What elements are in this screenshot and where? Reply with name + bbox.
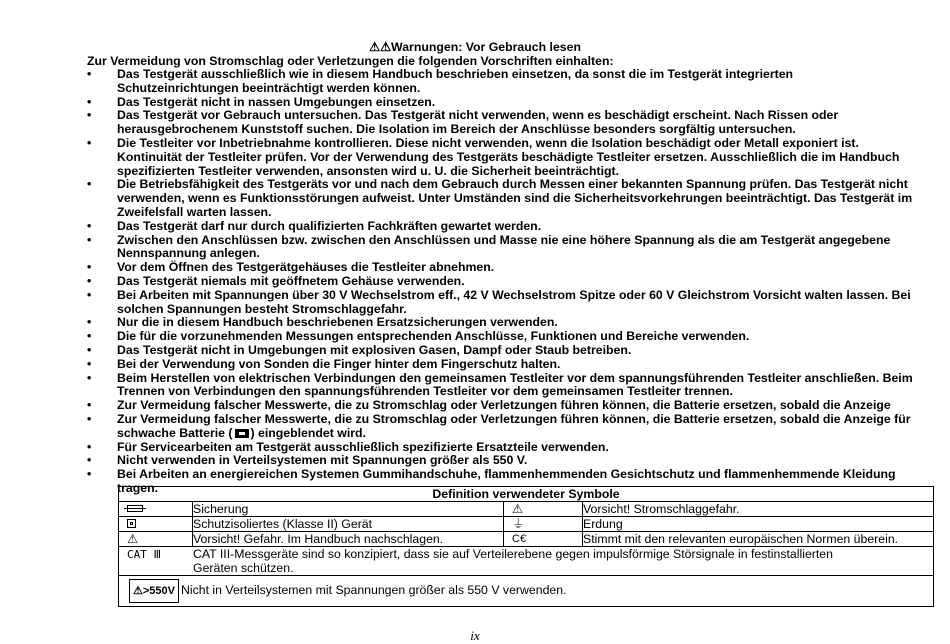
table-row: Sicherung ⚠ Vorsicht! Stromschlaggefahr. (119, 502, 934, 517)
list-item: • Die Testleiter vor Inbetriebnahme kontrollieren. Diese nicht verwenden, wenn die Isolation beschädigt oder Metall exponiert ist. Kontinuität der Testleiter prüfen. Vor der Verwendung des Testgeräts beschädigte Testleiter ersetzen. Ausschließlich die im Handbuch spezifizierten Testleiter verwenden, ansonsten wird u. U. die Sicherheit beeinträchtigt. (87, 135, 900, 178)
list-item: • Das Testgerät niemals mit geöffnetem Gehäuse verwenden. (87, 273, 465, 288)
ground-icon: ⏚ (504, 517, 583, 532)
list-item: • Das Testgerät darf nur durch qualifizierten Fachkräften gewartet werden. (87, 218, 542, 233)
caution-icon: ⚠ (119, 532, 193, 547)
list-item: • Zur Vermeidung falscher Messwerte, die zu Stromschlag oder Verletzungen führen können, die Batterie ersetzen, sobald die Anzeige (87, 398, 891, 413)
table-row: Schutzisoliertes (Klasse II) Gerät ⏚ Erdung (119, 517, 934, 532)
table-row: CAT Ⅲ CAT III-Messgeräte sind so konzipiert, dass sie auf Verteilerebene gegen impulsförmige Störsignale in festinstallierten Geräten schützen. (119, 547, 934, 576)
symbols-table (118, 486, 934, 607)
table-row: ⚠ Vorsicht! Gefahr. Im Handbuch nachschlagen. C€ Stimmt mit den relevanten europäischen Normen überein. (119, 532, 934, 547)
double-insulation-icon (127, 519, 136, 528)
symbols-table-heading: Definition verwendeter Symbole (119, 487, 934, 502)
table-row: ⚠>550V Nicht in Verteilsystemen mit Spannungen größer als 550 V verwenden. (119, 576, 934, 607)
list-item: • Das Testgerät nicht in Umgebungen mit explosiven Gasen, Dampf oder Staub betreiben. (87, 342, 632, 357)
list-item: • Nur die in diesem Handbuch beschriebenen Ersatzsicherungen verwenden. (87, 315, 558, 330)
list-item: • Zwischen den Anschlüssen bzw. zwischen den Anschlüssen und Masse nie eine höhere Spannung als die am Testgerät angegebene Nennspannung anlegen. (87, 232, 891, 261)
warning-icon: ⚠ (504, 502, 583, 517)
fuse-icon (127, 505, 143, 512)
list-item: • Beim Herstellen von elektrischen Verbindungen den gemeinsamen Testleiter vor dem spannungsführenden Testleiter anschließen. Beim Trennen von Verbindungen den spannungsführenden Testleiter vor dem gemeinsamen Testleiter trennen. (87, 370, 913, 399)
list-item: • Die Betriebsfähigkeit des Testgeräts vor und nach dem Gebrauch durch Messen einer bekannten Spannung prüfen. Das Testgerät nicht verwenden, wenn es Funktionsstörungen aufweist. Unter Umständen sind die Sicherheitsvorkehrungen beeinträchtigt. Das Testgerät im Zweifelsfall warten lassen. (87, 177, 913, 219)
list-item: • Vor dem Öffnen des Testgerätgehäuses die Testleiter abnehmen. (87, 260, 495, 275)
list-item: • Das Testgerät nicht in nassen Umgebungen einsetzen. (87, 94, 436, 109)
list-item: • Bei Arbeiten an energiereichen Systemen Gummihandschuhe, flammenhemmenden Gesichtschutz und flammenhemmende Kleidung tragen. (87, 467, 896, 495)
cat-iii-icon: CAT Ⅲ (127, 548, 162, 561)
list-item: • Bei Arbeiten mit Spannungen über 30 V Wechselstrom eff., 42 V Wechselstrom Spitze oder 60 V Gleichstrom Vorsicht walten lassen. Bei solchen Spannungen besteht Stromschlaggefahr. (87, 287, 911, 316)
intro-text: Zur Vermeidung von Stromschlag oder Verletzungen die folgenden Vorschriften einhalten: (87, 54, 614, 68)
no-550v-icon: ⚠>550V (129, 579, 179, 603)
list-item: • Die für die vorzunehmenden Messungen entsprechenden Anschlüsse, Funktionen und Bereiche verwenden. (87, 329, 750, 344)
low-battery-icon (235, 429, 249, 438)
ce-mark-icon: C€ (504, 532, 583, 547)
list-item: • Zur Vermeidung falscher Messwerte, die zu Stromschlag oder Verletzungen führen können, die Batterie ersetzen, sobald die Anzeige für schwache Batterie ( ) eingeblendet wird. (87, 411, 911, 440)
list-item: • Bei der Verwendung von Sonden die Finger hinter dem Fingerschutz halten. (87, 356, 561, 371)
list-item: • Für Servicearbeiten am Testgerät ausschließlich spezifizierte Ersatzteile verwenden. (87, 439, 609, 454)
list-item: • Nicht verwenden in Verteilsystemen mit Spannungen größer als 550 V. (87, 453, 528, 468)
page-title: ⚠⚠Warnungen: Vor Gebrauch lesen (369, 40, 581, 54)
warning-list (87, 68, 917, 496)
list-item: • Das Testgerät ausschließlich wie in diesem Handbuch beschrieben einsetzen, da sonst die im Testgerät integrierten Schutzeinrichtungen beeinträchtigt werden können. (87, 67, 794, 95)
list-item: • Das Testgerät vor Gebrauch untersuchen. Das Testgerät nicht verwenden, wenn es beschädigt erscheint. Nach Rissen oder herausgebrochenem Kunststoff suchen. Die Isolation im Bereich der Anschlüsse besonders sorgfältig untersuchen. (87, 108, 839, 137)
page-number: ix (470, 628, 480, 643)
